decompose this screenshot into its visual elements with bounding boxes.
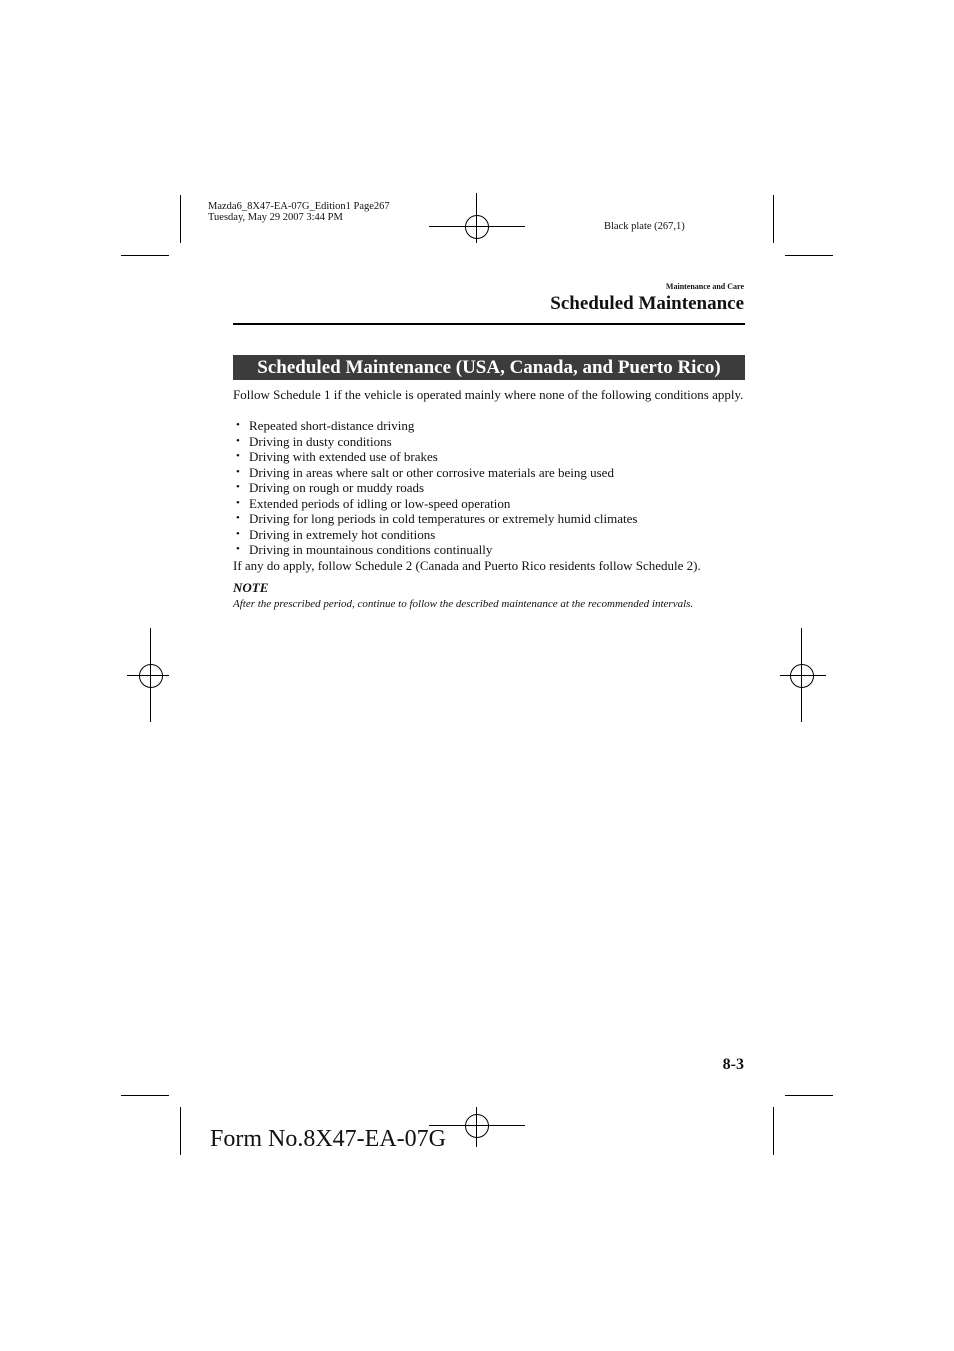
registration-mark-icon [780, 654, 824, 698]
note-text: After the prescribed period, continue to follow the described maintenance at the recommended intervals. [233, 598, 694, 610]
registration-mark-icon [455, 205, 499, 249]
list-item: • Driving in extremely hot conditions [236, 526, 436, 542]
crop-mark [801, 628, 802, 722]
crop-mark [773, 1107, 774, 1155]
intro-paragraph: Follow Schedule 1 if the vehicle is operated mainly where none of the following conditions apply. [233, 387, 744, 402]
header-rule [233, 323, 745, 325]
conditions-list [233, 418, 745, 558]
crop-mark [121, 255, 169, 256]
crop-mark [180, 195, 181, 243]
crop-mark [150, 628, 151, 722]
crop-mark [476, 193, 477, 243]
list-item: • Extended periods of idling or low-speed operation [236, 495, 511, 511]
slug-line-1: Mazda6_8X47-EA-07G_Edition1 Page267 [208, 201, 390, 212]
section-title: Scheduled Maintenance [550, 293, 744, 314]
list-item: • Driving in areas where salt or other corrosive materials are being used [236, 464, 614, 480]
crop-mark [785, 255, 833, 256]
registration-mark-icon [455, 1104, 499, 1148]
printer-slug [208, 201, 390, 223]
chapter-title: Maintenance and Care [665, 282, 744, 291]
crop-mark [476, 1107, 477, 1147]
list-item: • Driving for long periods in cold temperatures or extremely humid climates [236, 511, 638, 526]
form-number: Form No.8X47-EA-07G [210, 1126, 446, 1152]
crop-mark [180, 1107, 181, 1155]
list-item: • Driving on rough or muddy roads [236, 480, 425, 495]
list-item: • Driving in mountainous conditions continually [236, 542, 493, 557]
list-item: • Driving in dusty conditions [236, 433, 392, 449]
outro-paragraph: If any do apply, follow Schedule 2 (Canada and Puerto Rico residents follow Schedule 2). [233, 558, 701, 573]
slug-line-2: Tuesday, May 29 2007 3:44 PM [208, 212, 343, 223]
list-item: • Driving with extended use of brakes [236, 449, 438, 464]
crop-mark [127, 675, 169, 676]
page-heading: Scheduled Maintenance (USA, Canada, and Puerto Rico) [233, 355, 745, 380]
page-number: 8-3 [722, 1056, 744, 1073]
crop-mark [785, 1095, 833, 1096]
list-item: • Repeated short-distance driving [236, 418, 415, 433]
plate-label: Black plate (267,1) [604, 221, 685, 232]
registration-mark-icon [129, 654, 173, 698]
crop-mark [429, 226, 525, 227]
note-heading: NOTE [233, 580, 269, 595]
crop-mark [121, 1095, 169, 1096]
crop-mark [773, 195, 774, 243]
crop-mark [780, 675, 826, 676]
